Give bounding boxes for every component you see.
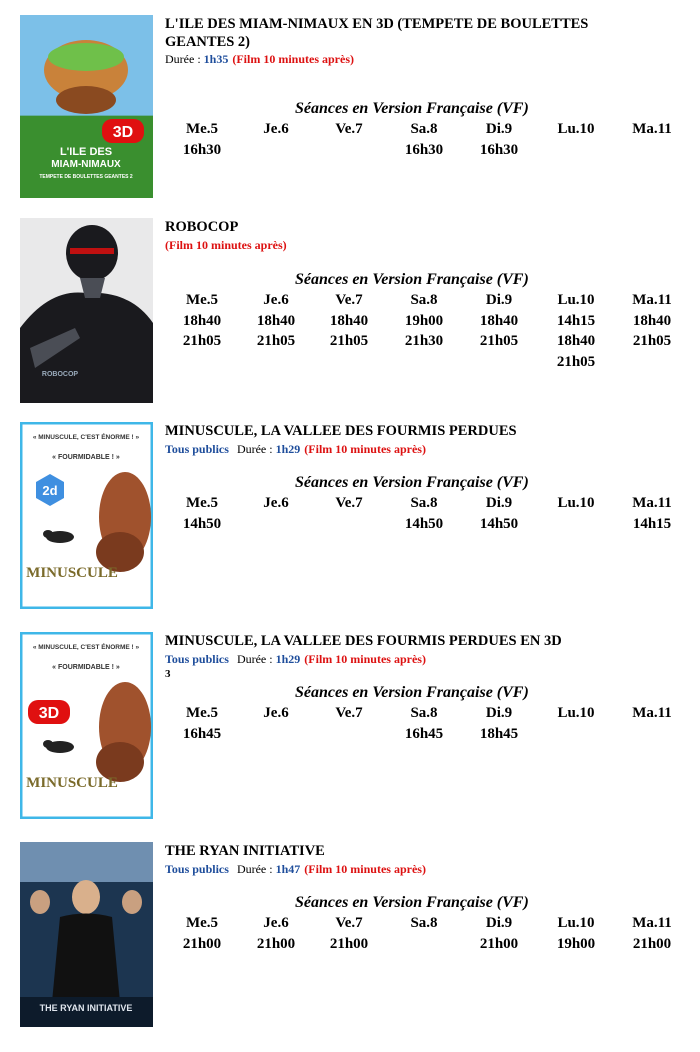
duration-label: Durée : — [236, 652, 273, 666]
late-start-note: (Film 10 minutes après) — [304, 862, 426, 876]
day-header: Di.9 — [485, 705, 513, 721]
day-header: Je.6 — [263, 915, 289, 931]
film-title: L'ILE DES MIAM-NIMAUX EN 3D (TEMPETE DE BOULETTES GEANTES 2) — [165, 16, 589, 50]
day-header: Je.6 — [263, 495, 289, 511]
day-header: Me.5 — [185, 495, 219, 511]
film-entry — [0, 632, 700, 824]
showtime[interactable]: 21h30 — [404, 333, 444, 349]
day-header: Ma.11 — [632, 915, 672, 931]
duration-value: 1h35 — [203, 52, 229, 66]
film-meta — [165, 441, 426, 457]
film-info — [165, 15, 690, 198]
day-header: Me.5 — [185, 705, 219, 721]
showtime[interactable]: 19h00 — [556, 935, 596, 952]
poster-image — [20, 422, 153, 609]
day-column — [617, 913, 687, 954]
day-column — [241, 290, 311, 352]
showtime[interactable]: 14h50 — [479, 515, 519, 532]
showtime[interactable]: 21h00 — [479, 935, 519, 952]
film-info — [165, 422, 690, 609]
film-poster — [20, 632, 153, 819]
day-column — [241, 913, 311, 954]
day-header: Lu.10 — [557, 915, 595, 931]
note-number: 3 — [165, 668, 171, 680]
late-start-note: (Film 10 minutes après) — [165, 238, 287, 252]
day-header: Je.6 — [263, 121, 289, 137]
day-column — [167, 119, 237, 160]
day-header: Lu.10 — [557, 705, 595, 721]
showtime[interactable]: 21h00 — [329, 935, 369, 952]
showtime[interactable]: 21h05 — [329, 333, 369, 349]
showtime[interactable]: 21h05 — [556, 353, 596, 370]
film-info — [165, 218, 690, 403]
day-header: Ve.7 — [335, 292, 363, 308]
film-meta — [165, 51, 354, 67]
showtime[interactable]: 14h15 — [556, 312, 596, 329]
poster-image — [20, 218, 153, 403]
poster-text: THE RYAN INITIATIVE — [39, 1003, 133, 1013]
showtime[interactable]: 18h40 — [632, 312, 672, 329]
poster-text: « FOURMIDABLE ! » — [52, 664, 120, 671]
day-column — [389, 493, 459, 534]
day-header: Sa.8 — [410, 705, 438, 721]
film-meta — [165, 861, 426, 877]
day-column — [314, 493, 384, 514]
poster-image — [20, 15, 153, 198]
day-header: Di.9 — [485, 121, 513, 137]
day-column — [167, 703, 237, 744]
duration-value: 1h29 — [275, 442, 301, 456]
day-header: Ve.7 — [335, 121, 363, 137]
day-column — [541, 119, 611, 140]
day-header: Ve.7 — [335, 915, 363, 931]
day-column — [241, 493, 311, 514]
day-column — [241, 703, 311, 724]
showtime[interactable]: 16h30 — [182, 141, 222, 158]
version-label: Séances en Version Française (VF) — [295, 100, 529, 117]
poster-text: « MINUSCULE, C'EST ÉNORME ! » — [32, 434, 140, 441]
film-info — [165, 842, 690, 1027]
showtime[interactable]: 18h40 — [556, 333, 596, 349]
showtime[interactable]: 18h40 — [329, 312, 369, 329]
film-title: ROBOCOP — [165, 219, 239, 235]
day-header: Di.9 — [485, 915, 513, 931]
day-header: Me.5 — [185, 292, 219, 308]
film-title: THE RYAN INITIATIVE — [165, 843, 325, 859]
day-column — [389, 913, 459, 934]
showtime[interactable]: 19h00 — [404, 312, 444, 329]
poster-text: 2d — [42, 483, 58, 498]
version-label: Séances en Version Française (VF) — [295, 474, 529, 491]
late-start-note: (Film 10 minutes après) — [304, 652, 426, 666]
day-column — [617, 703, 687, 724]
day-header: Sa.8 — [410, 121, 438, 137]
audience-label: Tous publics — [165, 652, 229, 666]
showtime[interactable]: 21h05 — [256, 333, 296, 349]
poster-text: TEMPETE DE BOULETTES GEANTES 2 — [39, 174, 133, 180]
showtime[interactable]: 21h05 — [479, 333, 519, 349]
day-header: Lu.10 — [557, 495, 595, 511]
film-poster — [20, 842, 153, 1027]
day-column — [617, 119, 687, 140]
day-column — [167, 913, 237, 954]
day-column — [167, 290, 237, 352]
showtime[interactable]: 18h40 — [182, 312, 222, 329]
day-column — [314, 703, 384, 724]
duration-label: Durée : — [165, 52, 201, 66]
day-column — [241, 119, 311, 140]
day-column — [464, 290, 534, 352]
day-header: Ma.11 — [632, 292, 672, 308]
day-column — [464, 493, 534, 534]
day-column — [314, 119, 384, 140]
day-header: Di.9 — [485, 292, 513, 308]
poster-image — [20, 842, 153, 1027]
audience-label: Tous publics — [165, 442, 229, 456]
showtime[interactable]: 16h45 — [404, 725, 444, 742]
late-start-note: (Film 10 minutes après) — [232, 52, 354, 66]
day-column — [617, 493, 687, 534]
day-header: Je.6 — [263, 292, 289, 308]
day-column — [314, 913, 384, 954]
day-header: Ma.11 — [632, 705, 672, 721]
duration-value: 1h47 — [275, 862, 301, 876]
film-info — [165, 632, 690, 819]
showtime[interactable]: 14h50 — [182, 515, 222, 532]
film-entry — [0, 842, 700, 1032]
poster-text: 3D — [112, 124, 134, 141]
showtime[interactable]: 18h45 — [479, 725, 519, 742]
day-header: Sa.8 — [410, 915, 438, 931]
poster-text: « MINUSCULE, C'EST ÉNORME ! » — [32, 644, 140, 651]
showtime[interactable]: 21h00 — [182, 935, 222, 952]
showtime[interactable]: 21h00 — [256, 935, 296, 952]
day-header: Ve.7 — [335, 495, 363, 511]
film-entry — [0, 422, 700, 614]
day-header: Ma.11 — [632, 121, 672, 137]
day-column — [464, 913, 534, 954]
poster-text: MINUSCULE — [26, 565, 118, 581]
audience-label: Tous publics — [165, 862, 229, 876]
film-poster — [20, 218, 153, 403]
day-column — [314, 290, 384, 352]
film-poster — [20, 15, 153, 198]
poster-text: L'ILE DES — [59, 146, 113, 158]
film-entry — [0, 218, 700, 408]
showtime[interactable]: 21h00 — [632, 935, 672, 952]
day-header: Lu.10 — [557, 292, 595, 308]
day-column — [541, 703, 611, 724]
film-title: MINUSCULE, LA VALLEE DES FOURMIS PERDUES — [165, 423, 517, 439]
poster-image — [20, 632, 153, 819]
day-column — [389, 290, 459, 352]
version-label: Séances en Version Française (VF) — [295, 684, 529, 701]
day-header: Di.9 — [485, 495, 513, 511]
day-header: Je.6 — [263, 705, 289, 721]
version-label: Séances en Version Française (VF) — [295, 894, 529, 911]
day-column — [167, 493, 237, 534]
film-entry — [0, 15, 700, 203]
day-column — [541, 493, 611, 514]
duration-label: Durée : — [236, 862, 273, 876]
showtime[interactable]: 14h50 — [404, 515, 444, 532]
day-header: Sa.8 — [410, 495, 438, 511]
poster-text: 3D — [38, 705, 60, 722]
film-title: MINUSCULE, LA VALLEE DES FOURMIS PERDUES EN 3D — [165, 633, 562, 649]
day-column — [464, 119, 534, 160]
showtime[interactable]: 18h40 — [256, 312, 296, 329]
showtime[interactable]: 21h05 — [632, 333, 672, 349]
day-header: Me.5 — [185, 121, 219, 137]
day-column — [541, 913, 611, 954]
day-column — [464, 703, 534, 744]
day-header: Lu.10 — [557, 121, 595, 137]
poster-text: MIAM-NIMAUX — [51, 159, 121, 170]
showtime[interactable]: 18h40 — [479, 312, 519, 329]
showtime[interactable]: 16h45 — [182, 725, 222, 742]
duration-label: Durée : — [236, 442, 273, 456]
day-header: Me.5 — [185, 915, 219, 931]
showtime[interactable]: 16h30 — [479, 141, 519, 158]
day-header: Ma.11 — [632, 495, 672, 511]
showtime[interactable]: 16h30 — [404, 141, 444, 158]
day-header: Ve.7 — [335, 705, 363, 721]
poster-text: MINUSCULE — [26, 775, 118, 791]
late-start-note: (Film 10 minutes après) — [304, 442, 426, 456]
day-header: Sa.8 — [410, 292, 438, 308]
day-column — [541, 290, 611, 372]
poster-text: ROBOCOP — [41, 371, 79, 378]
poster-text: « FOURMIDABLE ! » — [52, 454, 120, 461]
film-meta — [165, 237, 287, 253]
day-column — [389, 703, 459, 744]
film-poster — [20, 422, 153, 609]
duration-value: 1h29 — [275, 652, 301, 666]
film-meta — [165, 651, 426, 667]
showtime[interactable]: 14h15 — [632, 515, 672, 532]
day-column — [617, 290, 687, 352]
showtime[interactable]: 21h05 — [182, 333, 222, 349]
day-column — [389, 119, 459, 160]
version-label: Séances en Version Française (VF) — [295, 271, 529, 288]
